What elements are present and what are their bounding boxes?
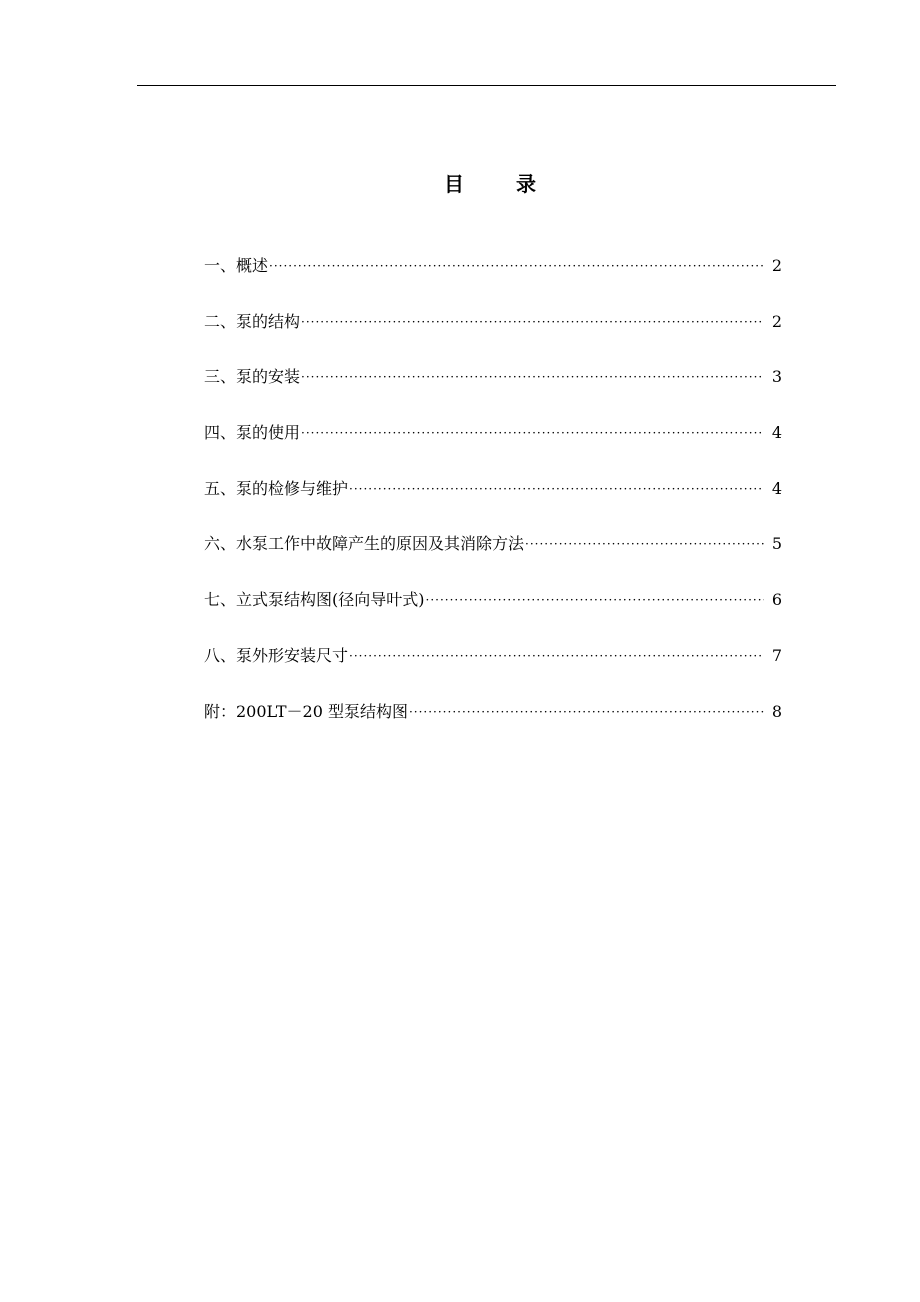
header-rule — [137, 85, 836, 86]
toc-entry-structure[interactable] — [204, 311, 782, 367]
toc-leader — [301, 311, 764, 333]
toc-page-number: 7 — [771, 645, 782, 665]
toc-entry-text: 八、泵外形安装尺寸 — [204, 645, 349, 665]
toc-page-number: 6 — [771, 590, 782, 610]
toc-entry-text: 五、泵的检修与维护 — [204, 478, 349, 498]
toc-list — [204, 255, 782, 756]
toc-title — [0, 168, 920, 197]
toc-title-part1: 目 — [444, 172, 464, 196]
toc-page-number: 5 — [771, 534, 782, 554]
toc-entry-dimensions[interactable] — [204, 645, 782, 701]
toc-entry-troubleshooting[interactable] — [204, 533, 782, 589]
toc-leader — [525, 533, 764, 555]
toc-page-number: 3 — [771, 367, 782, 387]
toc-entry-overview[interactable] — [204, 255, 782, 311]
toc-leader — [349, 645, 764, 667]
toc-entry-text: 二、泵的结构 — [204, 311, 301, 331]
toc-page-number: 2 — [771, 256, 782, 275]
toc-leader — [426, 589, 765, 611]
toc-leader — [269, 255, 764, 277]
toc-entry-maintenance[interactable] — [204, 478, 782, 534]
toc-entry-text: 七、立式泵结构图(径向导叶式) — [204, 590, 425, 610]
toc-title-part2: 录 — [516, 172, 536, 196]
toc-entry-text: 六、水泵工作中故障产生的原因及其消除方法 — [204, 534, 525, 554]
toc-entry-vertical-pump-diagram[interactable] — [204, 589, 782, 645]
toc-leader — [409, 701, 764, 723]
toc-entry-appendix[interactable] — [204, 701, 782, 757]
toc-entry-text: 三、泵的安装 — [204, 367, 301, 387]
toc-entry-installation[interactable] — [204, 366, 782, 422]
toc-leader — [301, 422, 764, 444]
toc-entry-usage[interactable] — [204, 422, 782, 478]
toc-entry-text: 附：200LT－20 型泵结构图 — [204, 701, 408, 721]
toc-page-number: 8 — [771, 701, 782, 721]
toc-leader — [349, 478, 764, 500]
toc-page-number: 4 — [771, 478, 782, 498]
toc-leader — [301, 366, 764, 388]
toc-entry-text: 四、泵的使用 — [204, 423, 301, 443]
toc-page-number: 2 — [771, 311, 782, 331]
toc-page-number: 4 — [771, 423, 782, 443]
toc-entry-text: 一、概述 — [204, 256, 269, 275]
